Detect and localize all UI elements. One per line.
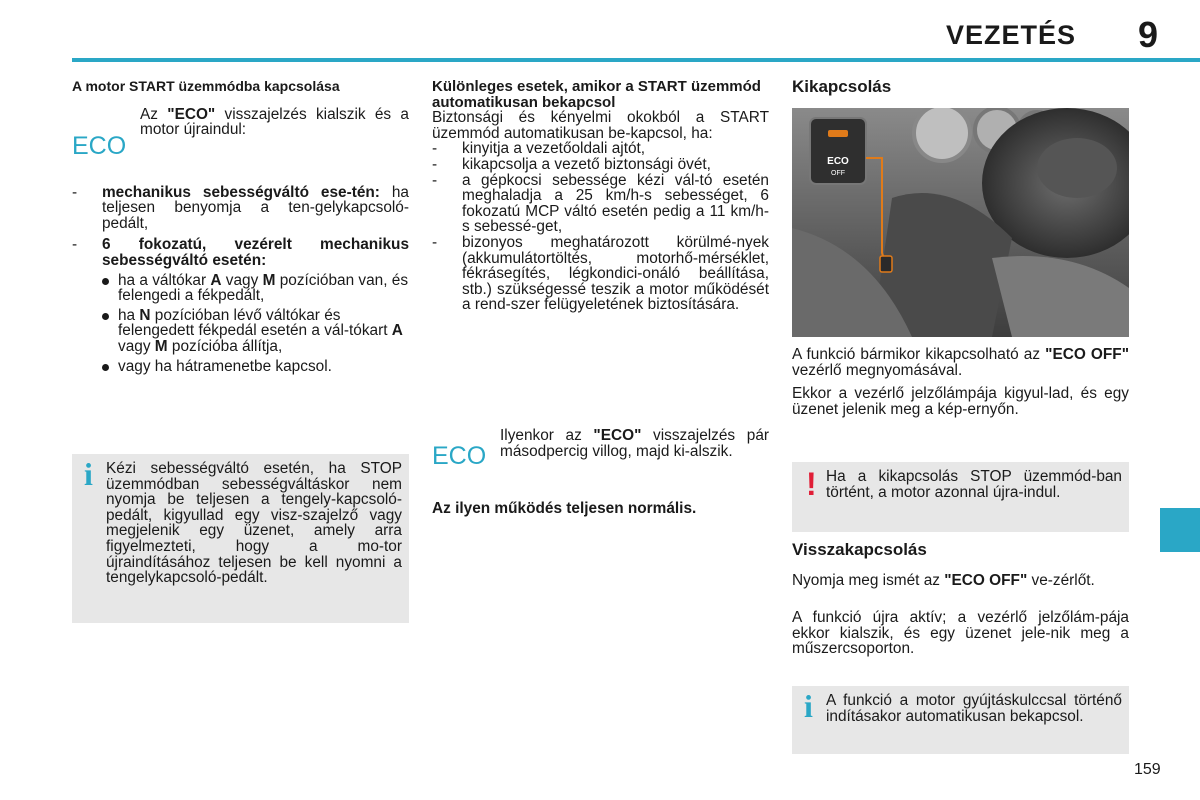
info-box-text: Kézi sebességváltó esetén, ha STOP üzemmódban sebességváltáskor nem nyomja be teljesen a tengely-kapcsoló-pedált, kigyullad egy visz-szajelző vagy megjelenik egy üzenet, amely arra figyelmezteti, hogy a mo-tor újraindításához teljesen be kell nyomni a tengelykapcsoló-pedált. — [106, 460, 402, 587]
info-icon: i — [804, 688, 813, 724]
eco-off-button-label: ECO — [827, 156, 849, 167]
disable-result: Ekkor a vezérlő jelzőlámpája kigyul-lad, és egy üzenet jelenik meg a kép-ernyőn. — [792, 385, 1129, 418]
info-box-ignition-text: A funkció a motor gyújtáskulccsal történő indításakor automatikusan bekapcsol. — [826, 692, 1122, 725]
column-1 — [72, 79, 409, 374]
section-heading-disable: Kikapcsolás — [792, 77, 892, 96]
column-2 — [432, 79, 769, 313]
dashboard-illustration — [792, 108, 1129, 337]
list-item: - bizonyos meghatározott körülmé-nyek (akkumulátortöltés, motorhő-mérséklet, fékrásegítés, légkondici-onáló beállítása, stb.) szükségessé teszik a motor működését a rend-szer felügyeletének biztosítására. — [432, 233, 769, 314]
disable-instruction: A funkció bármikor kikapcsolható az "ECO OFF" vezérlő megnyomásával. — [792, 346, 1129, 379]
list-item: - kinyitja a vezetőoldali ajtót, — [432, 140, 646, 158]
warning-box — [792, 462, 1129, 532]
chapter-side-tab — [1160, 508, 1200, 552]
chapter-title: VEZETÉS — [946, 20, 1077, 50]
list-item-6-speed: - 6 fokozatú, vezérelt mechanikus sebességváltó esetén: — [72, 236, 409, 269]
eco-flash-text: Ilyenkor az "ECO" visszajelzés pár másodpercig villog, majd ki-alszik. — [500, 427, 769, 460]
reenable-instruction: Nyomja meg ismét az "ECO OFF" ve-zérlőt. — [792, 572, 1095, 589]
chapter-number: 9 — [1138, 14, 1159, 55]
page-number: 159 — [1134, 761, 1161, 778]
normal-operation-note: Az ilyen működés teljesen normális. — [432, 500, 697, 517]
list-item: - a gépkocsi sebessége kézi vál-tó esetén meghaladja a 25 km/h-s sebességet, 6 fokozatú MCP váltó esetén pedig a 11 km/h-s sebessé-get, — [432, 171, 769, 236]
bullet-item-2: ha N pozícióban lévő váltókar és felengedett fékpedál esetén a vál-tókart A vagy M pozícióba állítja, — [72, 308, 409, 355]
info-icon: i — [84, 456, 93, 492]
special-cases-intro: Biztonsági és kényelmi okokból a START üzemmód automatikusan be-kapcsol, ha: — [432, 109, 769, 142]
dashboard-photo — [792, 108, 1129, 337]
list-item: - kikapcsolja a vezető biztonsági övét, — [432, 155, 711, 173]
eco-icon: ECO — [432, 442, 487, 470]
bullet-item-1: ha a váltókar A vagy M pozícióban van, és felengedi a fékpedált, — [72, 273, 409, 304]
warning-box-text: Ha a kikapcsolás STOP üzemmód-ban történt, a motor azonnal újra-indul. — [826, 468, 1122, 501]
header-rule — [72, 58, 1200, 62]
eco-off-button-sublabel: OFF — [831, 170, 845, 177]
eco-flash-note — [432, 428, 769, 478]
info-box-manual-gearbox — [72, 454, 409, 623]
bullet-item-3: vagy ha hátramenetbe kapcsol. — [72, 359, 409, 375]
list-item-manual-gearbox: - mechanikus sebességváltó ese-tén: ha teljesen benyomja a ten-gelykapcsoló-pedált, — [72, 183, 409, 232]
info-box-ignition — [792, 686, 1129, 754]
reenable-result: A funkció újra aktív; a vezérlő jelzőlám-pája ekkor kialszik, és egy üzenet jele-nik meg a műszercsoporton. — [792, 609, 1129, 658]
eco-intro-text: Az "ECO" visszajelzés kialszik és a motor újraindul: — [140, 105, 409, 139]
section-heading-reenable: Visszakapcsolás — [792, 540, 927, 559]
section-heading-special-cases: Különleges esetek, amikor a START üzemmód automatikusan bekapcsol — [432, 78, 761, 111]
section-heading-start-mode: A motor START üzemmódba kapcsolása — [72, 78, 340, 94]
warning-icon: ! — [806, 466, 817, 502]
eco-icon: ECO — [72, 131, 127, 160]
